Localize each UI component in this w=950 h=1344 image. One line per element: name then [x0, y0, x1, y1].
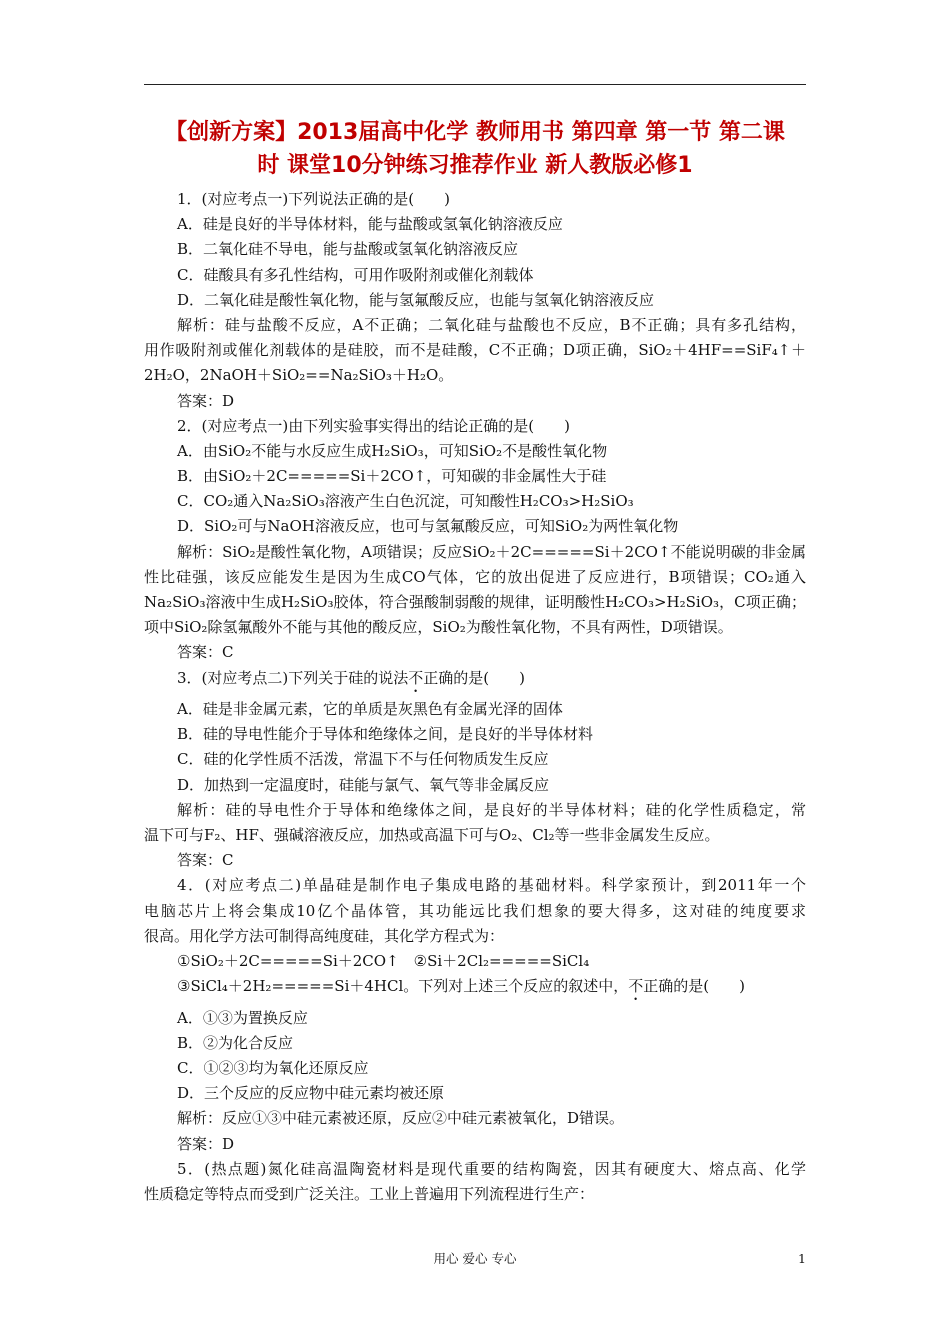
option: D．SiO₂可与NaOH溶液反应，也可与氢氟酸反应，可知SiO₂为两性氧化物	[177, 517, 679, 536]
analysis-line: 解析：反应①③中硅元素被还原，反应②中硅元素被氧化，D错误。	[177, 1109, 625, 1128]
question-1-stem: 1．(对应考点一)下列说法正确的是( )	[177, 190, 450, 208]
analysis-line: 解析：硅的导电性介于导体和绝缘体之间，是良好的半导体材料；硅的化学性质稳定，常	[177, 800, 806, 819]
option: B．由SiO₂＋2C=====Si＋2CO↑，可知碳的非金属性大于硅	[177, 467, 607, 486]
answer: 答案：C	[177, 643, 234, 662]
analysis-line: 2H₂O，2NaOH＋SiO₂==Na₂SiO₃＋H₂O。	[144, 366, 454, 385]
answer: 答案：C	[177, 851, 234, 870]
page-footer: 用心 爱心 专心	[433, 1251, 517, 1266]
question-2-stem: 2．(对应考点一)由下列实验事实得出的结论正确的是( )	[177, 416, 570, 435]
option: B．二氧化硅不导电，能与盐酸或氢氧化钠溶液反应	[177, 240, 519, 259]
option: B．②为化合反应	[177, 1033, 294, 1052]
question-3-stem	[144, 666, 806, 698]
option: D．三个反应的反应物中硅元素均被还原	[177, 1084, 445, 1103]
option: D．二氧化硅是酸性氧化物，能与氢氟酸反应，也能与氢氧化钠溶液反应	[177, 290, 655, 309]
analysis-line: 项中SiO₂除氢氟酸外不能与其他的酸反应，SiO₂为酸性氧化物，不具有两性，D项错误。	[144, 618, 733, 637]
header-rule	[144, 84, 806, 85]
title-line-2: 时 课堂10分钟练习推荐作业 新人教版必修1	[257, 153, 693, 178]
question-4-stem: 4．(对应考点二)单晶硅是制作电子集成电路的基础材料。科学家预计，到2011年一个	[177, 876, 806, 895]
equation-line: ①SiO₂＋2C=====Si＋2CO↑ ②Si＋2Cl₂=====SiCl₄	[177, 951, 590, 970]
analysis-line: 用作吸附剂或催化剂载体的是硅胶，而不是硅酸，C不正确；D项正确，SiO₂＋4HF==SiF₄↑＋	[144, 341, 806, 360]
emphasis-mark: 不	[628, 977, 644, 996]
equation-line	[144, 974, 806, 1006]
page-number: 1	[798, 1251, 806, 1266]
question-4-stem: 很高。用化学方法可制得高纯度硅，其化学方程式为：	[144, 926, 505, 945]
option: D．加热到一定温度时，硅能与氯气、氧气等非金属反应	[177, 775, 550, 794]
stem-text: 正确的是( )	[423, 668, 525, 687]
option: C．硅酸具有多孔性结构，可用作吸附剂或催化剂载体	[177, 265, 534, 284]
option: A．①③为置换反应	[177, 1008, 308, 1027]
option: A．由SiO₂不能与水反应生成H₂SiO₃，可知SiO₂不是酸性氧化物	[177, 441, 608, 460]
emphasis-mark: 不	[408, 668, 424, 687]
answer: 答案：D	[177, 391, 235, 410]
question-4-stem: 电脑芯片上将会集成10亿个晶体管，其功能远比我们想象的要大得多，这对硅的纯度要求	[144, 901, 806, 920]
stem-text: 3．(对应考点二)下列关于硅的说法	[177, 668, 409, 687]
analysis-line: 性比硅强，该反应能发生是因为生成CO气体，它的放出促进了反应进行，B项错误；CO₂通入	[144, 567, 806, 586]
document-title	[144, 116, 806, 182]
option: C．硅的化学性质不活泼，常温下不与任何物质发生反应	[177, 750, 549, 769]
option: A．硅是良好的半导体材料，能与盐酸或氢氧化钠溶液反应	[177, 215, 563, 234]
analysis-line: 解析：SiO₂是酸性氧化物，A项错误；反应SiO₂＋2C=====Si＋2CO↑不能说明碳的非金属	[177, 542, 806, 561]
stem-text: ③SiCl₄＋2H₂=====Si＋4HCl。下列对上述三个反应的叙述中，	[177, 977, 629, 996]
answer: 答案：D	[177, 1134, 235, 1153]
option: B．硅的导电性能介于导体和绝缘体之间，是良好的半导体材料	[177, 725, 594, 744]
document-body	[144, 187, 806, 1207]
analysis-line: 解析：硅与盐酸不反应，A不正确；二氧化硅与盐酸也不反应，B不正确；具有多孔结构，	[177, 315, 806, 334]
title-line-1: 【创新方案】2013届高中化学 教师用书 第四章 第一节 第二课	[165, 120, 785, 145]
option: C．CO₂通入Na₂SiO₃溶液产生白色沉淀，可知酸性H₂CO₃>H₂SiO₃	[177, 492, 634, 511]
stem-text: 正确的是( )	[643, 977, 745, 996]
option: C．①②③均为氧化还原反应	[177, 1059, 369, 1077]
question-5-stem: 性质稳定等特点而受到广泛关注。工业上普遍用下列流程进行生产：	[144, 1184, 595, 1203]
analysis-line: Na₂SiO₃溶液中生成H₂SiO₃胶体，符合强酸制弱酸的规律，证明酸性H₂CO₃>H₂SiO₃，C项正确；	[144, 593, 806, 611]
option: A．硅是非金属元素，它的单质是灰黑色有金属光泽的固体	[177, 700, 563, 719]
analysis-line: 温下可与F₂、HF、强碱溶液反应，加热或高温下可与O₂、Cl₂等一些非金属发生反应。	[144, 826, 720, 844]
question-5-stem: 5．(热点题)氮化硅高温陶瓷材料是现代重要的结构陶瓷，因其有硬度大、熔点高、化学	[177, 1159, 806, 1178]
